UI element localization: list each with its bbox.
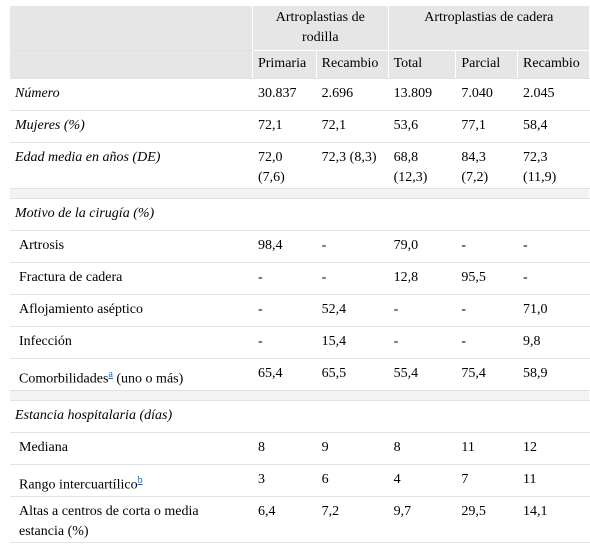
table-row <box>10 295 590 327</box>
table-cell: 8 <box>252 433 316 465</box>
table-cell: 14,1 <box>518 497 590 543</box>
table-cell: 4 <box>388 465 456 497</box>
table-cell: 58,9 <box>518 359 590 391</box>
table-cell: - <box>252 263 316 295</box>
header-corner-cell <box>10 6 252 51</box>
table-cell: 53,6 <box>388 111 456 143</box>
table-cell: 71,0 <box>518 295 590 327</box>
table-cell: 30.837 <box>252 79 316 111</box>
row-label: Aflojamiento aséptico <box>10 295 252 327</box>
column-header: Recambio <box>518 51 590 79</box>
section-title: Estancia hospitalaria (días) <box>10 401 590 433</box>
row-label-comorbilidades <box>10 359 252 391</box>
table-cell: 55,4 <box>388 359 456 391</box>
footnote-link-a[interactable]: a <box>108 369 113 380</box>
row-label: Fractura de cadera <box>10 263 252 295</box>
data-table <box>10 6 590 543</box>
section-title: Motivo de la cirugía (%) <box>10 199 590 231</box>
header-group-cadera: Artroplastias de cadera <box>388 6 589 51</box>
table-cell: 9 <box>316 433 388 465</box>
table-cell: 65,4 <box>252 359 316 391</box>
table-cell: 72,1 <box>252 111 316 143</box>
table-cell: 7 <box>456 465 518 497</box>
header-row-columns <box>10 51 590 79</box>
table-cell: 12 <box>518 433 590 465</box>
row-label: Artrosis <box>10 231 252 263</box>
row-label: Mediana <box>10 433 252 465</box>
table-cell: 2.045 <box>518 79 590 111</box>
header-corner-cell <box>10 51 252 79</box>
table-cell: - <box>252 327 316 359</box>
row-label: Infección <box>10 327 252 359</box>
table-cell: 68,8 (12,3) <box>388 143 456 189</box>
row-label: Mujeres (%) <box>10 111 252 143</box>
table-cell: - <box>252 295 316 327</box>
spacer-row <box>10 391 590 401</box>
table-row <box>10 465 590 497</box>
table-cell: 72,0 (7,6) <box>252 143 316 189</box>
table-row <box>10 433 590 465</box>
table-cell: - <box>388 295 456 327</box>
table-cell: - <box>316 231 388 263</box>
row-label-text: Rango intercuartílico <box>19 477 138 493</box>
row-label: Edad media en años (DE) <box>10 143 252 189</box>
header-group-rodilla: Artroplastias de rodilla <box>252 6 388 51</box>
table-cell: 15,4 <box>316 327 388 359</box>
table-cell: 79,0 <box>388 231 456 263</box>
table-cell: 9,8 <box>518 327 590 359</box>
table-cell: - <box>456 231 518 263</box>
table-cell: 72,3 (11,9) <box>518 143 590 189</box>
table-cell: 75,4 <box>456 359 518 391</box>
table-cell: 2.696 <box>316 79 388 111</box>
column-header: Parcial <box>456 51 518 79</box>
table-cell: - <box>456 327 518 359</box>
table-cell: 3 <box>252 465 316 497</box>
table-row <box>10 359 590 391</box>
table-cell: 11 <box>518 465 590 497</box>
row-label-rango <box>10 465 252 497</box>
table-cell: 65,5 <box>316 359 388 391</box>
table-row <box>10 143 590 189</box>
table-cell: 13.809 <box>388 79 456 111</box>
table-cell: - <box>518 263 590 295</box>
row-label: Altas a centros de corta o media estancia (%) <box>10 497 252 543</box>
table-cell: 8 <box>388 433 456 465</box>
row-label: Número <box>10 79 252 111</box>
footnote-link-b[interactable]: b <box>137 475 143 486</box>
row-label-text: Comorbilidades <box>19 371 109 387</box>
table-cell: 72,1 <box>316 111 388 143</box>
column-header: Total <box>388 51 456 79</box>
table-cell: 6 <box>316 465 388 497</box>
row-label-suffix: (uno o más) <box>112 371 184 387</box>
table-cell: - <box>388 327 456 359</box>
column-header: Primaria <box>252 51 316 79</box>
table-cell: 77,1 <box>456 111 518 143</box>
table-cell: - <box>456 295 518 327</box>
table-cell: 11 <box>456 433 518 465</box>
table-cell: 6,4 <box>252 497 316 543</box>
table-row <box>10 327 590 359</box>
column-header: Recambio <box>316 51 388 79</box>
section-header-row <box>10 401 590 433</box>
table-cell: 95,5 <box>456 263 518 295</box>
header-row-groups <box>10 6 590 51</box>
table-cell: 84,3 (7,2) <box>456 143 518 189</box>
table-row <box>10 79 590 111</box>
table-row <box>10 497 590 543</box>
table-row <box>10 231 590 263</box>
table-cell: 98,4 <box>252 231 316 263</box>
table-row <box>10 263 590 295</box>
table-cell: 7,2 <box>316 497 388 543</box>
spacer-row <box>10 189 590 199</box>
table-cell: 52,4 <box>316 295 388 327</box>
table-cell: 58,4 <box>518 111 590 143</box>
section-header-row <box>10 199 590 231</box>
table-cell: - <box>316 263 388 295</box>
table-cell: - <box>518 231 590 263</box>
table-cell: 7.040 <box>456 79 518 111</box>
table-cell: 12,8 <box>388 263 456 295</box>
table-cell: 9,7 <box>388 497 456 543</box>
table-cell: 29,5 <box>456 497 518 543</box>
table-cell: 72,3 (8,3) <box>316 143 388 189</box>
table-row <box>10 111 590 143</box>
